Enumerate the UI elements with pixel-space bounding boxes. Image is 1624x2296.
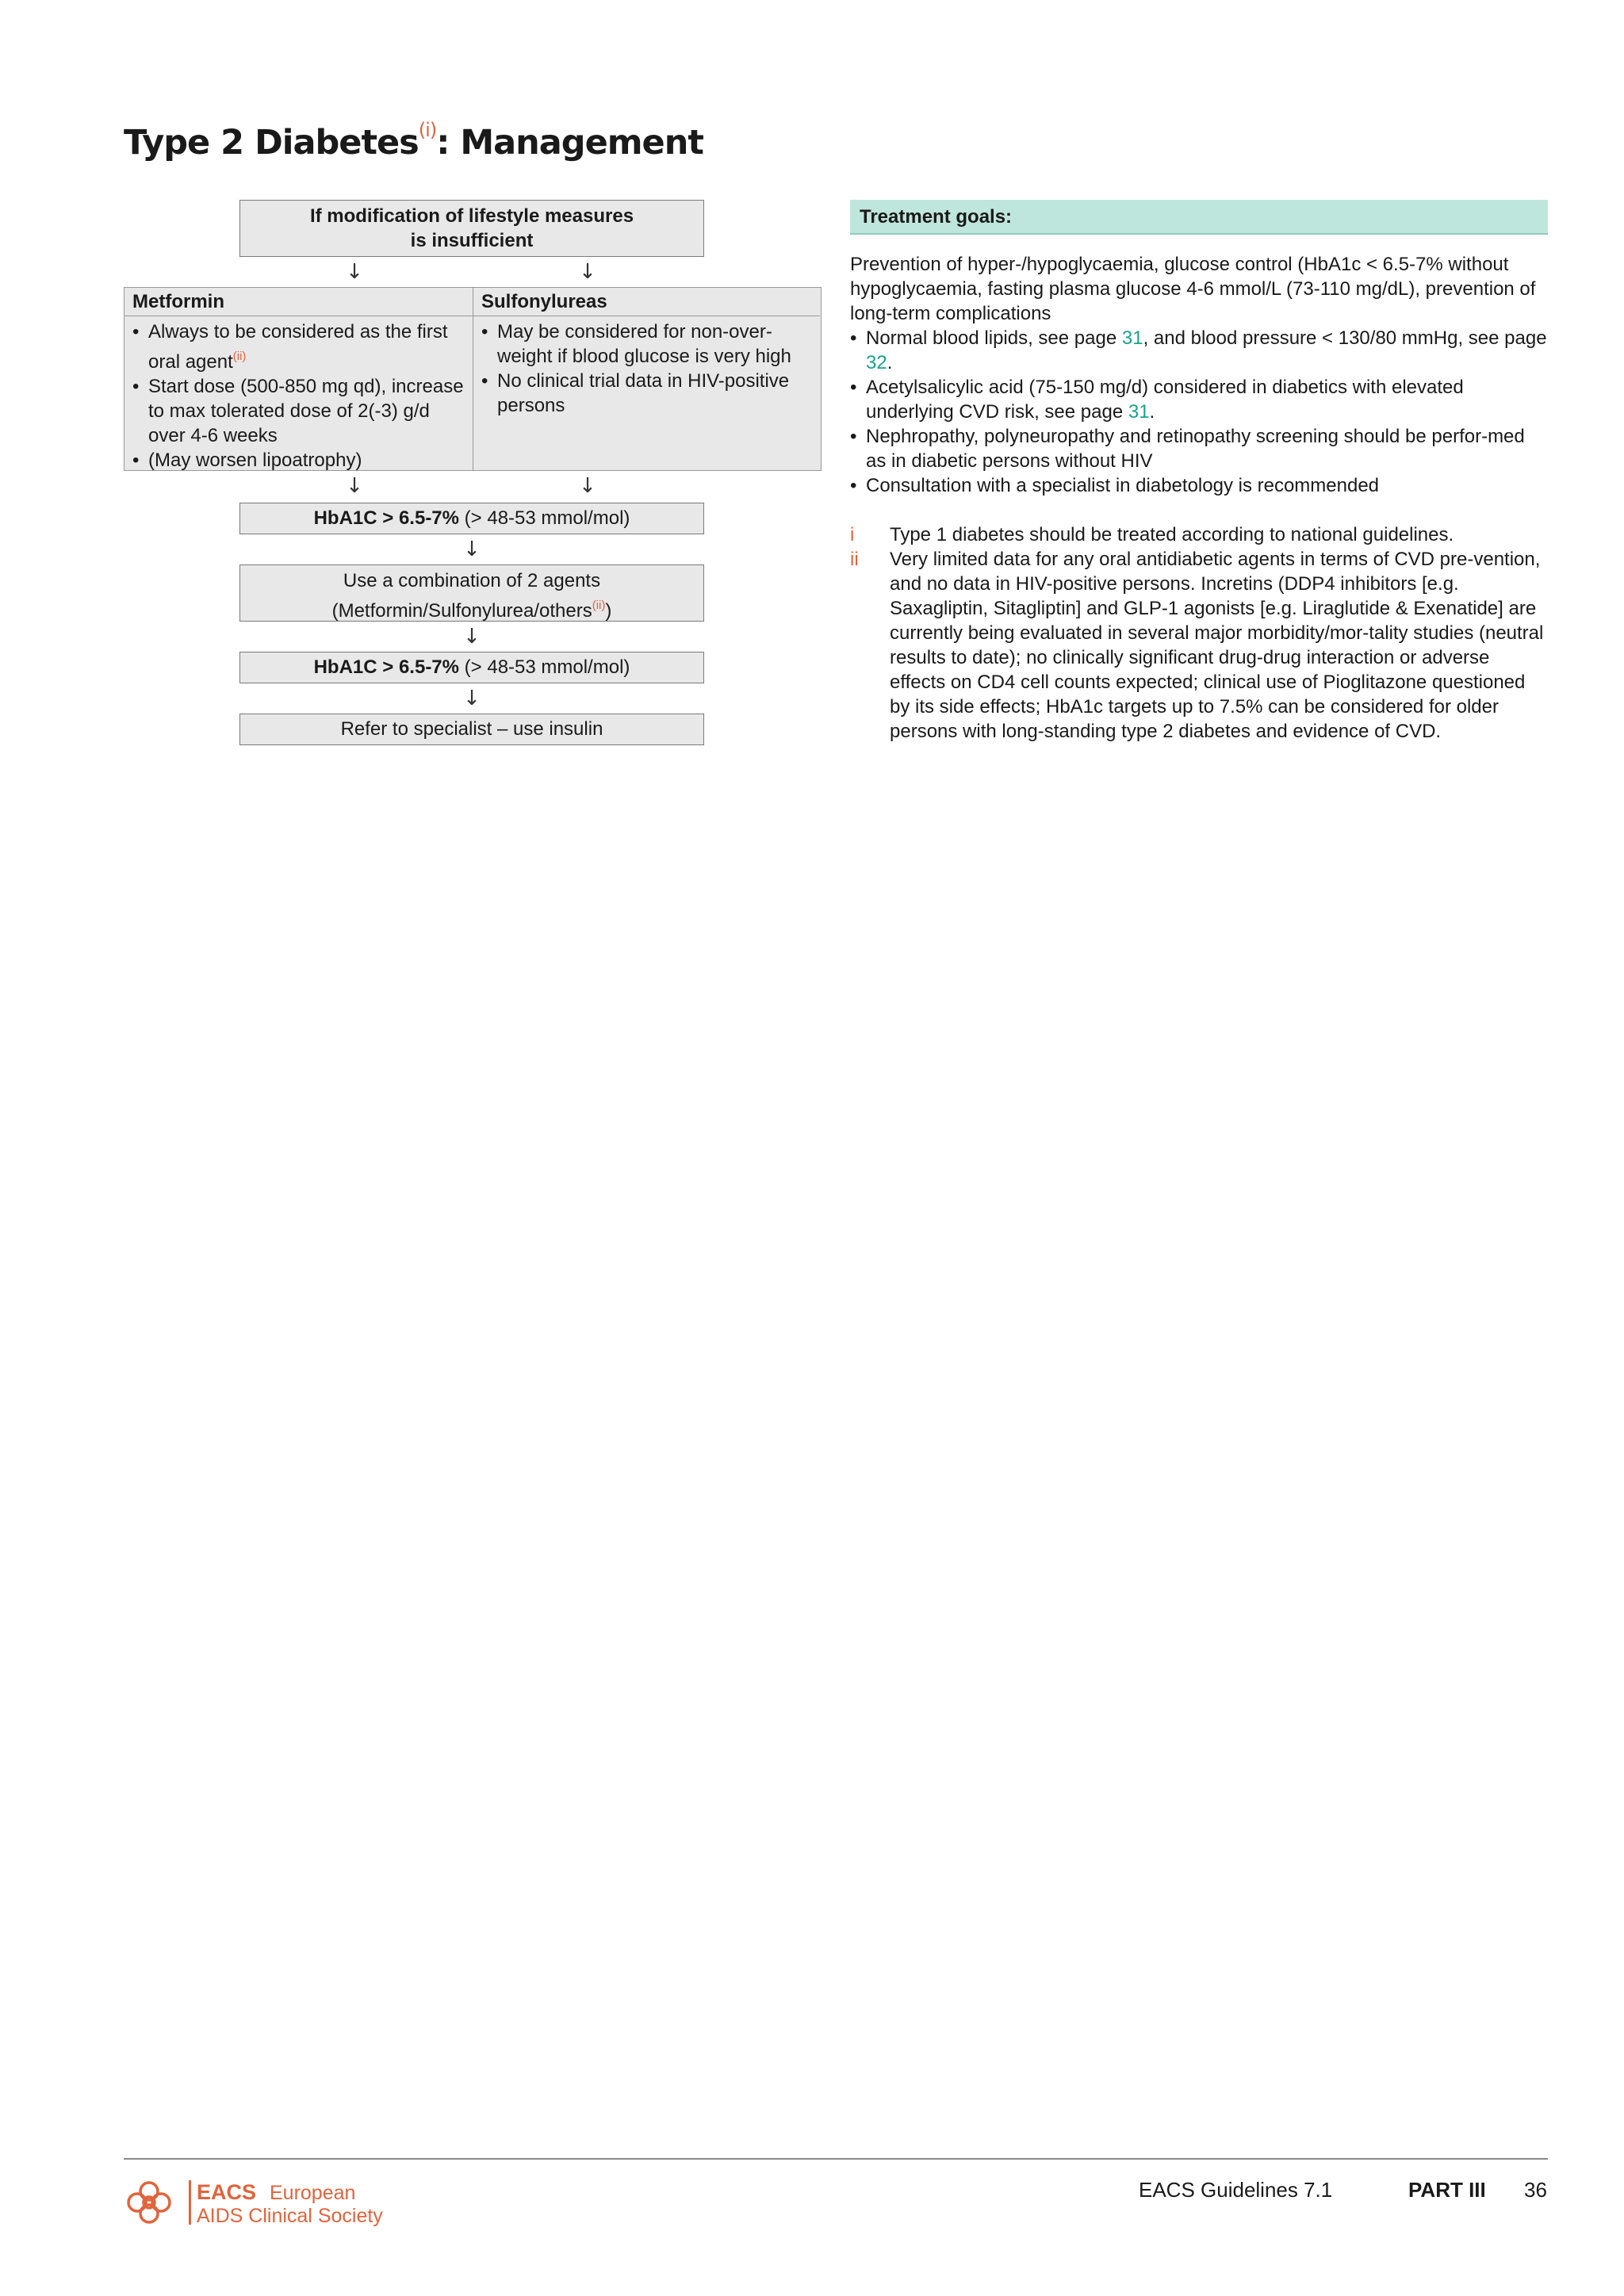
page-number: 36 bbox=[1524, 2178, 1547, 2202]
footer-part: PART III bbox=[1408, 2178, 1486, 2202]
footer-guidelines: EACS Guidelines 7.1 bbox=[1139, 2178, 1333, 2202]
arrow-down-icon: ↓ bbox=[463, 538, 481, 561]
list-item: • Normal blood lipids, see page 31, and blood pressure < 130/80 mmHg, see page 32. bbox=[866, 326, 1548, 375]
footnote-mark: ii bbox=[850, 549, 859, 570]
list-item: • Always to be considered as the first oral agent$^{(ii)}$ bbox=[148, 320, 468, 374]
footnote-ii: ii Very limited data for any oral antidiabetic agents in terms of CVD pre-vention, and no data in HIV-positive persons. Incretins (DDP4 inhibitors [e.g. Saxagliptin, Sitagliptin] and GLP-1 agonists [e.g. Liraglutide & Exenatide] are currently being evaluated in several major morbidity/mor-tality studies (neutral results to date); no clinically significant drug-drug interaction or adverse effects on CD4 cell counts expected; clinical use of Pioglitazone questioned by its side effects; HbA1c targets up to 7.5% can be considered for older persons with long-standing type 2 diabetes and evidence of CVD. bbox=[850, 549, 1544, 742]
list-item: • May be considered for non-over-weight if blood glucose is very high bbox=[497, 320, 815, 369]
treatment-goals-body bbox=[850, 252, 1548, 744]
list-item: • Start dose (500-850 mg qd), increase to max tolerated dose of 2(-3) g/d over 4-6 weeks bbox=[148, 374, 468, 448]
goals-intro: Prevention of hyper-/hypoglycaemia, glucose control (HbA1c < 6.5-7% without hypoglycaemia, fasting plasma glucose 4-6 mmol/L (73-110 mg/dL), prevention of long-term complications bbox=[850, 254, 1536, 324]
logo-text-line1: European bbox=[270, 2182, 356, 2204]
page-link-32[interactable]: 32 bbox=[866, 352, 887, 373]
arrow-down-icon: ↓ bbox=[463, 625, 481, 649]
footnotes bbox=[850, 522, 1548, 744]
list-item: • (May worsen lipoatrophy) bbox=[148, 448, 468, 473]
footnote-ref-ii[interactable]: (ii) bbox=[232, 350, 247, 363]
footnote-ref-i[interactable]: (i) bbox=[418, 119, 437, 141]
metformin-list bbox=[124, 320, 473, 473]
list-item: • Consultation with a specialist in diabetology is recommended bbox=[866, 473, 1548, 498]
page-link-31[interactable]: 31 bbox=[1121, 327, 1143, 349]
list-item: • Nephropathy, polyneuropathy and retinopathy screening should be perfor-med as in diabetic persons without HIV bbox=[866, 424, 1548, 473]
combination-box: Use a combination of 2 agents (Metformin/Sulfonylurea/others$^{(ii)}$) bbox=[239, 564, 704, 622]
eacs-logo-icon bbox=[124, 2179, 174, 2226]
metformin-column bbox=[124, 288, 473, 470]
logo-acronym: EACS bbox=[197, 2180, 257, 2204]
lifestyle-box: If modification of lifestyle measures is insufficient bbox=[239, 200, 704, 257]
arrow-down-icon: ↓ bbox=[346, 474, 363, 498]
hba1c-box-2: HbA1C > 6.5-7% (> 48-53 mmol/mol) bbox=[239, 652, 704, 683]
arrow-down-icon: ↓ bbox=[346, 260, 363, 284]
arrow-down-icon: ↓ bbox=[463, 687, 481, 710]
logo-text-line2: AIDS Clinical Society bbox=[197, 2205, 383, 2227]
footnote-ref-ii[interactable]: (ii) bbox=[592, 599, 606, 612]
sulfonylureas-list bbox=[473, 320, 820, 418]
sulfonylureas-heading: Sulfonylureas bbox=[473, 288, 820, 316]
sulfonylureas-column bbox=[473, 288, 820, 470]
list-item: • No clinical trial data in HIV-positive persons bbox=[497, 369, 815, 418]
hba1c-box-1: HbA1C > 6.5-7% (> 48-53 mmol/mol) bbox=[239, 503, 704, 534]
page-link-31[interactable]: 31 bbox=[1128, 401, 1150, 423]
footnote-i: i Type 1 diabetes should be treated according to national guidelines. bbox=[850, 524, 1454, 545]
drug-options-table bbox=[124, 287, 822, 471]
footnote-mark: i bbox=[850, 524, 855, 545]
logo-divider bbox=[189, 2180, 191, 2225]
page-title: Type 2 Diabetes$^{(i)}$: Management bbox=[124, 119, 703, 163]
refer-specialist-box: Refer to specialist – use insulin bbox=[239, 714, 704, 745]
metformin-heading: Metformin bbox=[124, 288, 473, 316]
goals-list bbox=[850, 326, 1548, 498]
footer-divider bbox=[124, 2158, 1548, 2160]
arrow-down-icon: ↓ bbox=[579, 260, 596, 284]
treatment-goals-heading: Treatment goals: bbox=[850, 200, 1548, 235]
list-item: • Acetylsalicylic acid (75-150 mg/d) considered in diabetics with elevated underlying CVD risk, see page 31. bbox=[866, 375, 1548, 424]
arrow-down-icon: ↓ bbox=[579, 474, 596, 498]
